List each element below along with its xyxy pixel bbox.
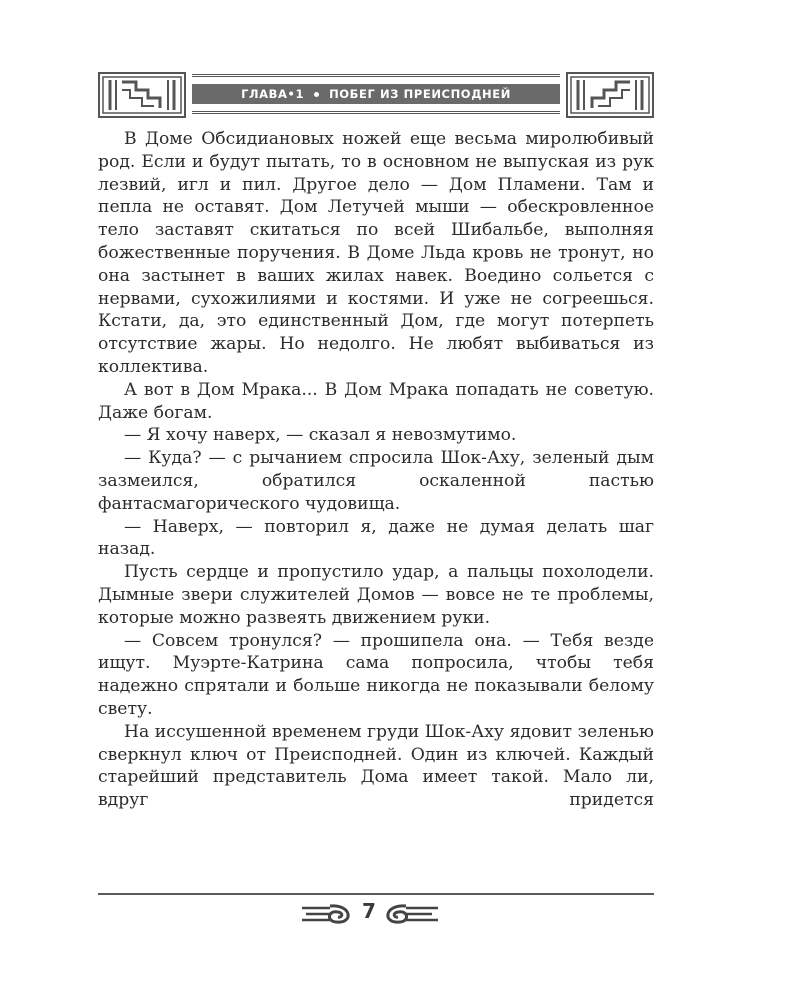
page-number: 7 (362, 899, 376, 923)
left-swirl-icon (300, 902, 356, 926)
right-swirl-icon (382, 902, 440, 926)
paragraph: На иссушенной временем груди Шок-Аху ядовит зеленью сверкнул ключ от Преисподней. Один из ключей. Каждый старейший представитель Дома имеет такой. Мало ли, вдруг придется (98, 721, 654, 811)
footer-rule (98, 893, 654, 895)
header-band (192, 74, 560, 114)
paragraph: В Доме Обсидиановых ножей еще весьма миролюбивый род. Если и будут пытать, то в основном не выпуская из рук лезвий, игл и пил. Другое дело — Дом Пламени. Там и пепла не оставят. Дом Летучей мыши — обескровленное тело заставят скитаться по всей Шибальбе, выполняя божественные поручения. В Доме Льда кровь не тронут, но она застынет в ваших жилах навек. Воедино сольется с нервами, сухожилиями и костями. И уже не согреешься. Кстати, да, это единственный Дом, где могут потерпеть отсутствие жары. Но недолго. Не любят выбиваться из коллектива. (98, 129, 654, 377)
folio (300, 898, 450, 930)
body-text (98, 128, 654, 812)
paragraph: — Я хочу наверх, — сказал я невозмутимо. (124, 425, 517, 446)
header-bar (192, 84, 560, 104)
chapter-label: ГЛАВА•1 (241, 87, 305, 101)
paragraph: — Наверх, — повторил я, даже не думая делать шаг назад. (98, 516, 654, 560)
right-ornament-icon (566, 72, 654, 118)
bullet-icon (314, 92, 319, 97)
running-header (98, 72, 654, 118)
paragraph: — Куда? — с рычанием спросила Шок-Аху, зеленый дым зазмеился, обратился оскаленной пастью фантасмагорического чудовища. (98, 448, 654, 514)
left-ornament-icon (98, 72, 186, 118)
paragraph: Пусть сердце и пропустило удар, а пальцы похолодели. Дымные звери служителей Домов — вовсе не те проблемы, которые можно развеять движением руки. (98, 562, 654, 628)
paragraph: — Совсем тронулся? — прошипела она. — Тебя везде ищут. Муэрте-Катрина сама попросила, чтобы тебя надежно спрятали и больше никогда не показывали белому свету. (98, 630, 654, 719)
chapter-title: ПОБЕГ ИЗ ПРЕИСПОДНЕЙ (329, 87, 511, 101)
paragraph: А вот в Дом Мрака... В Дом Мрака попадать не советую. Даже богам. (98, 379, 654, 423)
